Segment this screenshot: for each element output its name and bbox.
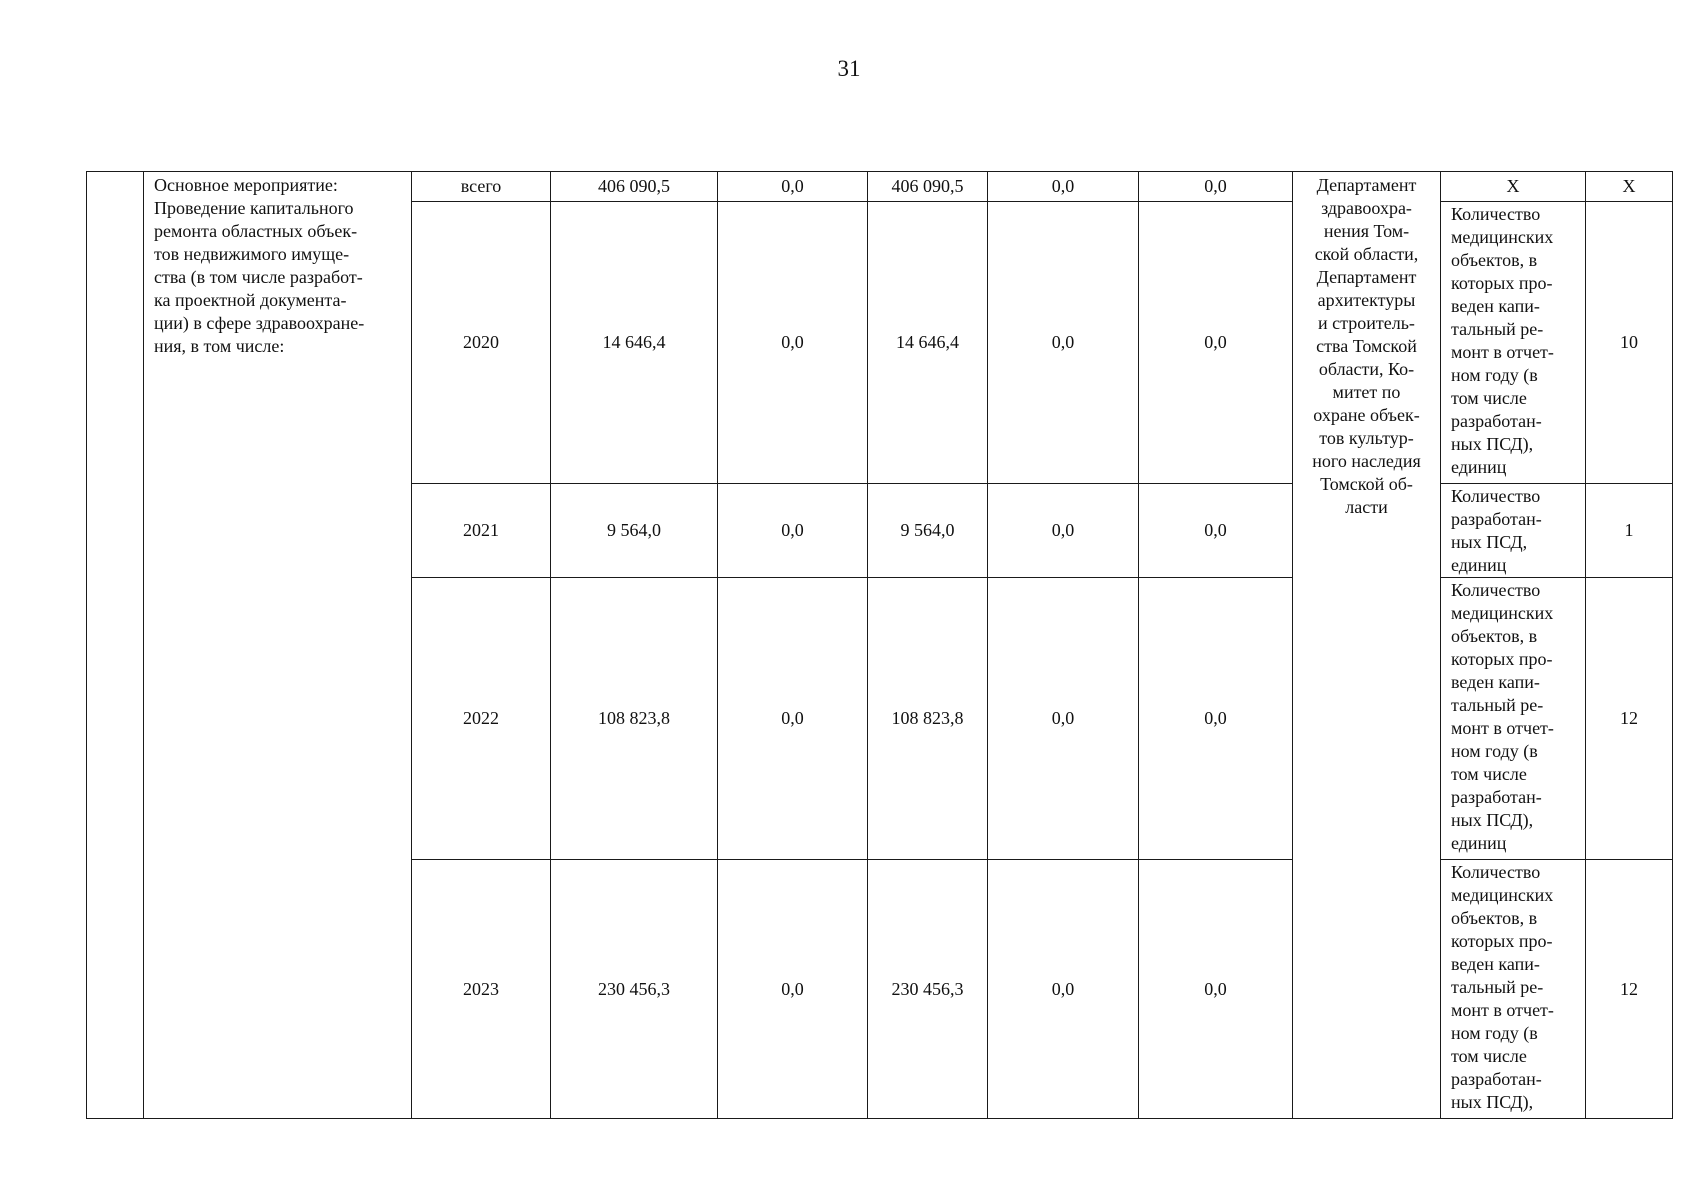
indicator-line: разработан- [1451,1069,1542,1089]
indicator-value-cell: 12 [1586,860,1673,1119]
indicator-line: тальный ре- [1451,695,1544,715]
indicator-line: том числе [1451,1046,1527,1066]
indicator-line: разработан- [1451,509,1542,529]
description-line: ремонта областных объек- [154,221,358,241]
other-cell: 0,0 [1139,860,1293,1119]
indicator-value-cell: 1 [1586,484,1673,578]
indicator-value-cell: 12 [1586,578,1673,860]
indicator-value-cell: Х [1586,172,1673,202]
indicator-name-cell: Х [1441,172,1586,202]
responsible-line: здравоохра- [1321,198,1412,218]
local-cell: 0,0 [988,860,1139,1119]
indicator-line: Количество [1451,862,1541,882]
responsible-line: Департамент [1316,267,1417,287]
federal-cell: 0,0 [718,484,868,578]
indicator-line: ных ПСД, [1451,532,1528,552]
indicator-line: ных ПСД), [1451,810,1534,830]
indicator-line: объектов, в [1451,250,1538,270]
indicator-name-cell [1441,202,1586,484]
local-cell: 0,0 [988,172,1139,202]
responsible-executors [1293,172,1441,1119]
indicator-line: ном году (в [1451,1023,1538,1043]
description-line: тов недвижимого имуще- [154,244,350,264]
period-cell: всего [412,172,551,202]
indicator-line: том числе [1451,764,1527,784]
regional-cell: 14 646,4 [868,202,988,484]
indicator-line: которых про- [1451,649,1553,669]
activity-description [144,172,412,1119]
responsible-line: тов культур- [1319,428,1414,448]
regional-cell: 9 564,0 [868,484,988,578]
responsible-line: митет по [1332,382,1401,402]
indicator-line: разработан- [1451,411,1542,431]
page-number: 31 [837,56,861,81]
indicator-line: медицинских [1451,227,1554,247]
total-cell: 9 564,0 [551,484,718,578]
description-line: ства (в том числе разработ- [154,267,363,287]
responsible-line: ской области, [1314,244,1419,264]
indicator-line: ном году (в [1451,365,1538,385]
responsible-line: ства Томской [1316,336,1417,356]
responsible-line: области, Ко- [1318,359,1415,379]
responsible-line: охране объек- [1313,405,1420,425]
period-cell: 2022 [412,578,551,860]
indicator-line: веден капи- [1451,296,1540,316]
indicator-line: единиц [1451,457,1507,477]
description-line: Проведение капитального [154,198,354,218]
local-cell: 0,0 [988,484,1139,578]
responsible-line: и строитель- [1318,313,1415,333]
other-cell: 0,0 [1139,202,1293,484]
indicator-line: которых про- [1451,931,1553,951]
indicator-line: которых про- [1451,273,1553,293]
description-line: ния, в том числе: [154,336,285,356]
indicator-line: объектов, в [1451,908,1538,928]
indicator-line: тальный ре- [1451,977,1544,997]
other-cell: 0,0 [1139,484,1293,578]
indicator-value-cell: 10 [1586,202,1673,484]
total-cell: 14 646,4 [551,202,718,484]
description-line: ка проектной документа- [154,290,347,310]
indicator-line: Количество [1451,580,1541,600]
responsible-line: архитектуры [1317,290,1416,310]
number-cell [87,172,144,1119]
responsible-line: ласти [1345,497,1388,517]
indicator-name-cell [1441,578,1586,860]
federal-cell: 0,0 [718,860,868,1119]
indicator-line: медицинских [1451,885,1554,905]
local-cell: 0,0 [988,202,1139,484]
indicator-line: монт в отчет- [1451,718,1554,738]
responsible-line: Департамент [1316,175,1417,195]
indicator-name-cell [1441,860,1586,1119]
other-cell: 0,0 [1139,172,1293,202]
regional-cell: 406 090,5 [868,172,988,202]
federal-cell: 0,0 [718,578,868,860]
period-cell: 2021 [412,484,551,578]
indicator-line: медицинских [1451,603,1554,623]
indicator-line: разработан- [1451,787,1542,807]
indicator-line: единиц [1451,555,1507,575]
indicator-line: ном году (в [1451,741,1538,761]
indicator-line: Количество [1451,204,1541,224]
indicator-line: том числе [1451,388,1527,408]
federal-cell: 0,0 [718,202,868,484]
indicator-line: монт в отчет- [1451,1000,1554,1020]
federal-cell: 0,0 [718,172,868,202]
program-table [86,171,1673,1119]
period-cell: 2020 [412,202,551,484]
indicator-line: ных ПСД), [1451,434,1534,454]
responsible-line: нения Том- [1323,221,1410,241]
local-cell: 0,0 [988,578,1139,860]
indicator-line: монт в отчет- [1451,342,1554,362]
responsible-line: Томской об- [1320,474,1413,494]
indicator-line: ных ПСД), [1451,1092,1534,1112]
other-cell: 0,0 [1139,578,1293,860]
total-cell: 406 090,5 [551,172,718,202]
description-line: ции) в сфере здравоохране- [154,313,365,333]
regional-cell: 230 456,3 [868,860,988,1119]
indicator-line: единиц [1451,833,1507,853]
total-cell: 108 823,8 [551,578,718,860]
indicator-line: тальный ре- [1451,319,1544,339]
indicator-line: веден капи- [1451,672,1540,692]
table-row [87,172,1673,202]
responsible-line: ного наследия [1312,451,1421,471]
indicator-line: веден капи- [1451,954,1540,974]
indicator-line: объектов, в [1451,626,1538,646]
total-cell: 230 456,3 [551,860,718,1119]
description-line: Основное мероприятие: [154,175,338,195]
indicator-name-cell [1441,484,1586,578]
indicator-line: Количество [1451,486,1541,506]
regional-cell: 108 823,8 [868,578,988,860]
period-cell: 2023 [412,860,551,1119]
